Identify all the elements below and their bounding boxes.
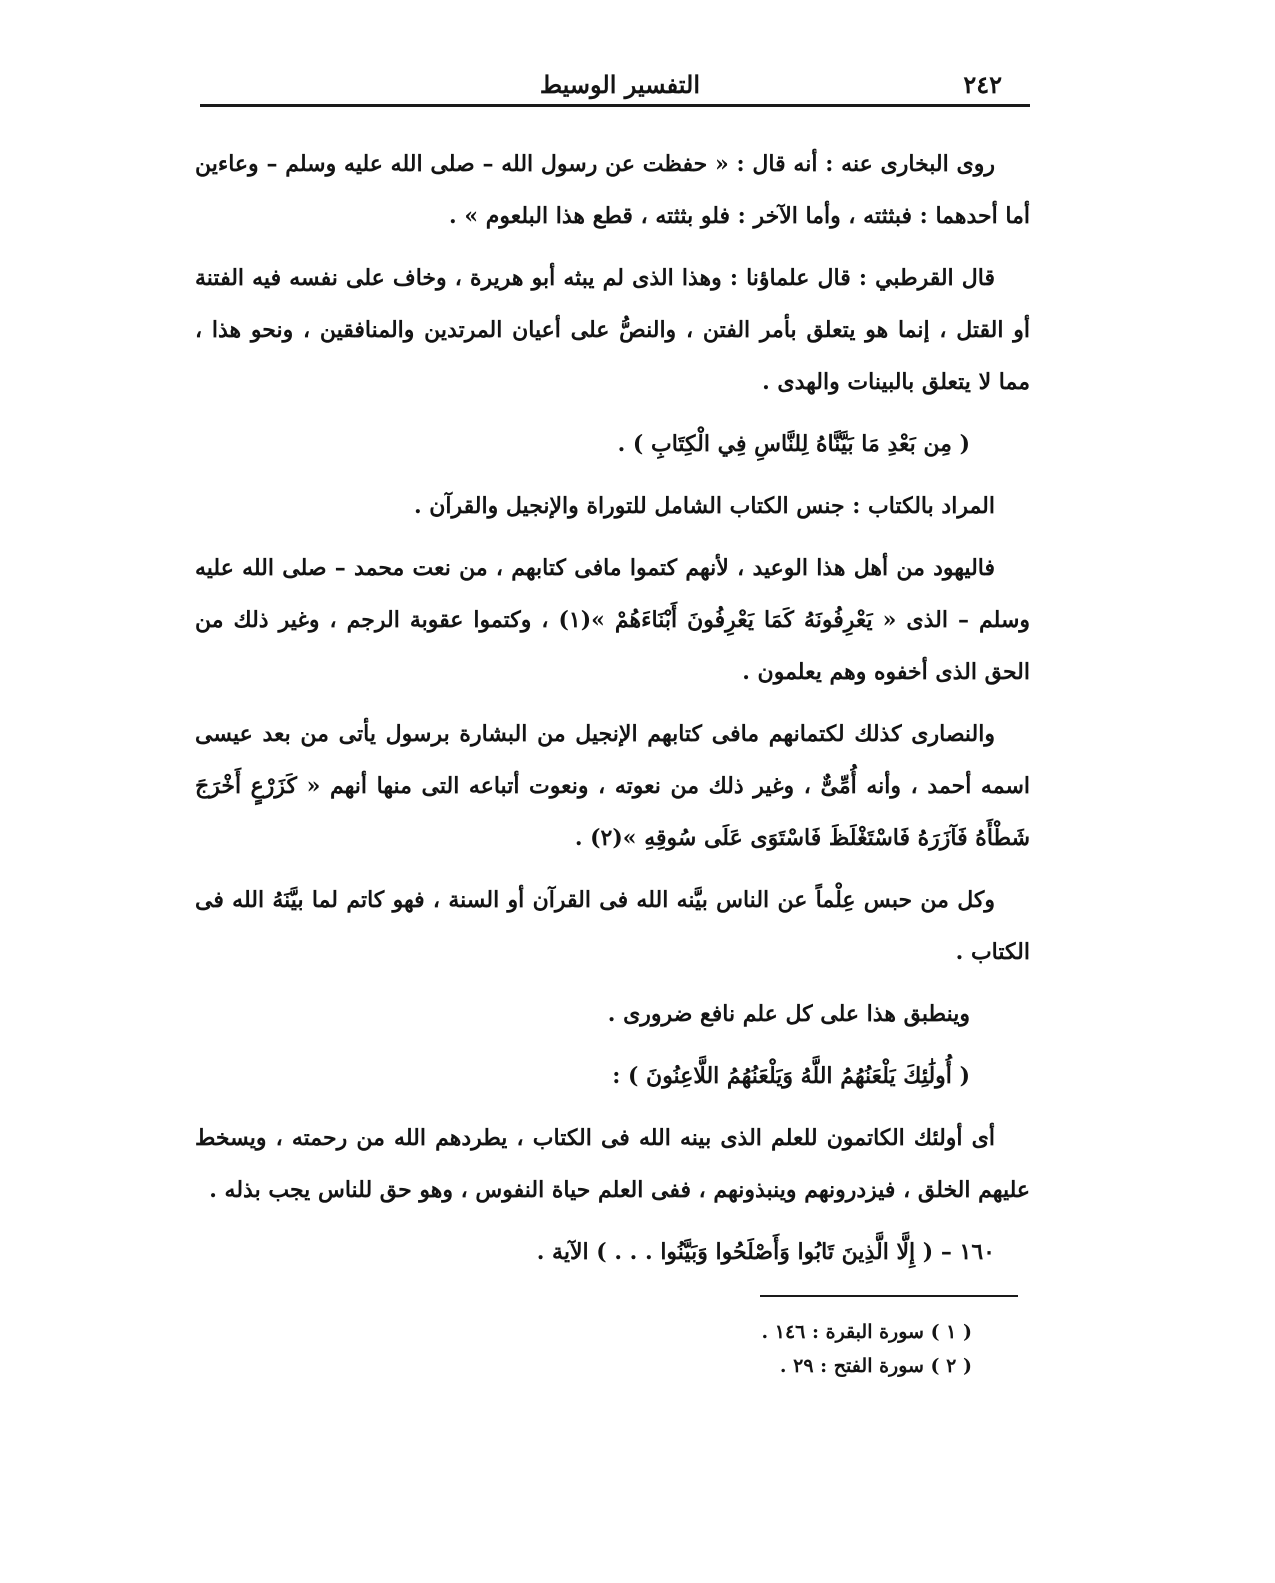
running-title: التفسير الوسيط <box>539 70 700 99</box>
page-header <box>200 66 1030 106</box>
verse-quote-curse: ( أُولَٰئِكَ يَلْعَنُهُمُ اللَّهُ وَيَلْعَنُهُمُ اللَّاعِنُونَ ) : <box>612 1063 970 1089</box>
footnotes <box>600 1315 972 1383</box>
paragraph-withholding-knowledge: وكل من حبس عِلْماً عن الناس بيَّنه الله فى القرآن أو السنة ، فهو كاتم لما بيَّنَهُ الله فى الكتاب . <box>195 887 1030 965</box>
verse-quote-after-clarification: ( مِن بَعْدِ مَا بَيَّنَّاهُ لِلنَّاسِ فِي الْكِتَابِ ) . <box>617 431 970 457</box>
footnote-2: ( ٢ ) سورة الفتح : ٢٩ . <box>779 1355 972 1377</box>
paragraph-christians: والنصارى كذلك لكتمانهم مافى كتابهم الإنجيل من البشارة برسول يأتى من بعد عيسى اسمه أحمد ، وأنه أُمِّىٌّ ، وغير ذلك من نعوته ، ونعوت أتباعه التى منها أنهم « كَزَرْعٍ أَخْرَجَ شَطْأَهُ فَآزَرَهُ فَاسْتَغْلَظَ فَاسْتَوَى عَلَى سُوقِهِ »(٢) . <box>195 721 1030 851</box>
footnote-1: ( ١ ) سورة البقرة : ١٤٦ . <box>761 1321 972 1343</box>
paragraph-qurtubi-comment: قال القرطبي : قال علماؤنا : وهذا الذى لم يبثه أبو هريرة ، وخاف على نفسه فيه الفتنة أو القتل ، إنما هو يتعلق بأمر الفتن ، والنصُّ على أعيان المرتدين والمنافقين ، ونحو هذا ، مما لا يتعلق بالبينات والهدى . <box>195 265 1030 395</box>
paragraph-jews: فاليهود من أهل هذا الوعيد ، لأنهم كتموا مافى كتابهم ، من نعت محمد – صلى الله عليه وسلم – الذى « يَعْرِفُونَهُ كَمَا يَعْرِفُونَ أَبْنَاءَهُمْ »(١) ، وكتموا عقوبة الرجم ، وغير ذلك من الحق الذى أخفوه وهم يعلمون . <box>195 555 1030 685</box>
body-text <box>195 138 1030 1288</box>
footnote-rule <box>760 1295 1018 1297</box>
paragraph-applies-to-knowledge: وينطبق هذا على كل علم نافع ضرورى . <box>607 1001 970 1027</box>
verse-160-heading: ١٦٠ – ( إِلَّا الَّذِينَ تَابُوا وَأَصْلَحُوا وَبَيَّنُوا . . . ) الآية . <box>536 1239 995 1265</box>
header-rule <box>200 104 1030 107</box>
paragraph-bukhari-narration: روى البخارى عنه : أنه قال : « حفظت عن رسول الله – صلى الله عليه وسلم – وعاءين أما أحدهما : فبثثته ، وأما الآخر : فلو بثثته ، قطع هذا البلعوم » . <box>195 151 1030 229</box>
paragraph-meaning-of-book: المراد بالكتاب : جنس الكتاب الشامل للتوراة والإنجيل والقرآن . <box>413 493 995 519</box>
paragraph-concealers: أى أولئك الكاتمون للعلم الذى بينه الله فى الكتاب ، يطردهم الله من رحمته ، ويسخط عليهم الخلق ، فيزدرونهم وينبذونهم ، ففى العلم حياة النفوس ، وهو حق للناس يجب بذله . <box>195 1125 1030 1203</box>
page-number: ٢٤٢ <box>963 70 1002 99</box>
